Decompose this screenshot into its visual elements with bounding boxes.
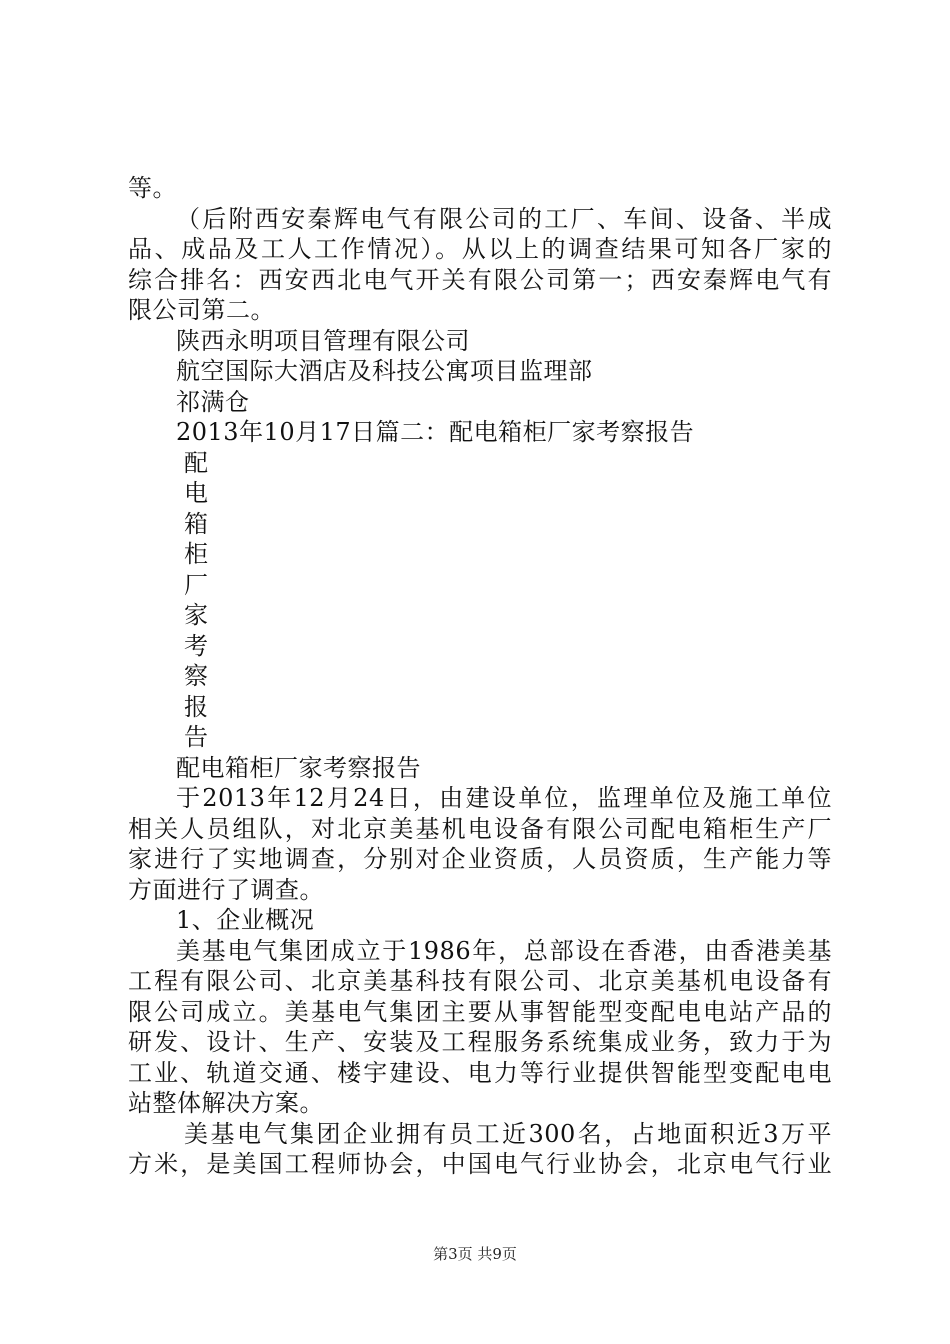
text-line: 品、成品及工人工作情况）。从以上的调查结果可知各厂家的	[128, 235, 832, 263]
page-footer	[0, 1243, 950, 1264]
text-line: 美基电气集团企业拥有员工近300名，占地面积近3万平	[184, 1119, 832, 1148]
text-line: 相关人员组队，对北京美基机电设备有限公司配电箱柜生产厂	[128, 814, 832, 843]
vertical-title-char: 厂	[184, 570, 209, 599]
vertical-title-char: 察	[184, 662, 209, 690]
vertical-title-char: 柜	[184, 540, 209, 568]
text-line: 工业、轨道交通、楼宇建设、电力等行业提供智能型变配电电	[128, 1058, 832, 1087]
text-line: 限公司第二。	[128, 296, 275, 324]
text-line: 研发、设计、生产、安装及工程服务系统集成业务，致力于为	[128, 1028, 832, 1056]
text-line: 陕西永明项目管理有限公司	[176, 326, 470, 355]
vertical-title-char: 箱	[184, 509, 209, 538]
vertical-title-char: 电	[184, 479, 209, 507]
text-line: （后附西安秦辉电气有限公司的工厂、车间、设备、半成	[176, 204, 832, 233]
document-body	[128, 173, 832, 1180]
subsection-heading: 1、企业概况	[176, 906, 315, 934]
text-line: 站整体解决方案。	[128, 1089, 324, 1117]
text-line: 家进行了实地调查，分别对企业资质，人员资质，生产能力等	[128, 845, 832, 873]
vertical-title-char: 报	[184, 692, 209, 721]
vertical-title-char: 家	[184, 601, 209, 629]
vertical-title-char: 告	[184, 723, 209, 751]
text-line: 2013年10月17日篇二：配电箱柜厂家考察报告	[176, 418, 695, 446]
text-line: 限公司成立。美基电气集团主要从事智能型变配电电站产品的	[128, 997, 832, 1026]
page-number: 第3页 共9页	[433, 1245, 517, 1263]
text-line: 方米，是美国工程师协会，中国电气行业协会，北京电气行业	[128, 1150, 832, 1178]
text-line: 美基电气集团成立于1986年，总部设在香港，由香港美基	[176, 936, 832, 965]
text-line: 综合排名：西安西北电气开关有限公司第一；西安秦辉电气有	[128, 265, 832, 294]
text-line: 方面进行了调查。	[128, 875, 324, 904]
text-line: 航空国际大酒店及科技公寓项目监理部	[176, 357, 593, 385]
text-line: 工程有限公司、北京美基科技有限公司、北京美基机电设备有	[128, 967, 832, 995]
section-title: 配电箱柜厂家考察报告	[176, 753, 421, 782]
text-line: 等。	[128, 174, 177, 202]
text-line: 祁满仓	[176, 387, 250, 416]
vertical-title-char: 配	[184, 448, 209, 477]
vertical-title-char: 考	[184, 631, 209, 660]
text-line: 于2013年12月24日，由建设单位，监理单位及施工单位	[176, 784, 832, 812]
